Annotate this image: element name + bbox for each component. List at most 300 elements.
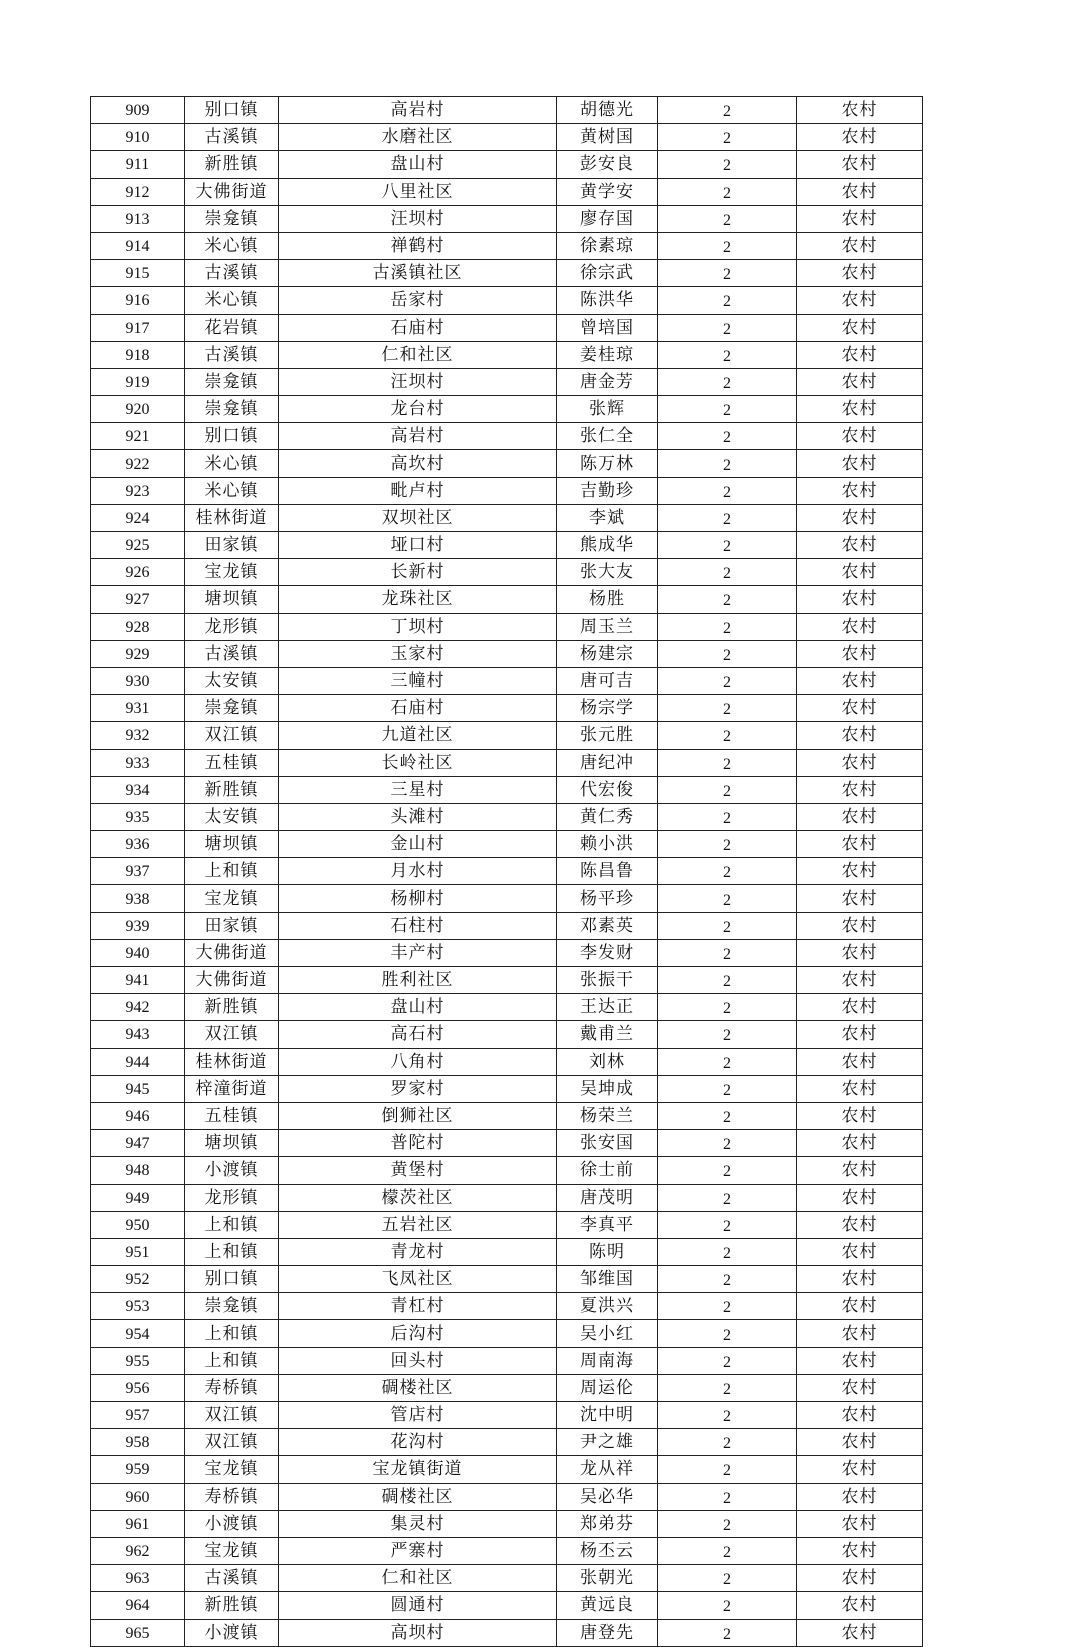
- row-number-cell: 914: [91, 232, 185, 259]
- count-cell: 2: [658, 885, 797, 912]
- area-type-cell: 农村: [797, 885, 923, 912]
- person-name-cell: 李真平: [557, 1211, 658, 1238]
- town-cell: 双江镇: [185, 1402, 279, 1429]
- count-cell: 2: [658, 232, 797, 259]
- count-cell: 2: [658, 205, 797, 232]
- count-cell: 2: [658, 1565, 797, 1592]
- count-cell: 2: [658, 450, 797, 477]
- row-number-cell: 917: [91, 314, 185, 341]
- count-cell: 2: [658, 1429, 797, 1456]
- area-type-cell: 农村: [797, 1048, 923, 1075]
- person-name-cell: 周南海: [557, 1347, 658, 1374]
- village-cell: 石庙村: [279, 695, 557, 722]
- area-type-cell: 农村: [797, 1374, 923, 1401]
- village-cell: 罗家村: [279, 1075, 557, 1102]
- person-name-cell: 徐士前: [557, 1157, 658, 1184]
- row-number-cell: 920: [91, 396, 185, 423]
- village-cell: 高坝村: [279, 1619, 557, 1646]
- town-cell: 桂林街道: [185, 504, 279, 531]
- town-cell: 新胜镇: [185, 1592, 279, 1619]
- count-cell: 2: [658, 1320, 797, 1347]
- area-type-cell: 农村: [797, 450, 923, 477]
- person-name-cell: 杨宗学: [557, 695, 658, 722]
- town-cell: 别口镇: [185, 1266, 279, 1293]
- row-number-cell: 916: [91, 287, 185, 314]
- row-number-cell: 950: [91, 1211, 185, 1238]
- count-cell: 2: [658, 831, 797, 858]
- table-row: [91, 368, 923, 395]
- count-cell: 2: [658, 1130, 797, 1157]
- table-row: [91, 532, 923, 559]
- town-cell: 古溪镇: [185, 341, 279, 368]
- town-cell: 米心镇: [185, 477, 279, 504]
- person-name-cell: 陈昌鲁: [557, 858, 658, 885]
- person-name-cell: 代宏俊: [557, 776, 658, 803]
- table-row: [91, 1565, 923, 1592]
- town-cell: 宝龙镇: [185, 885, 279, 912]
- table-row: [91, 178, 923, 205]
- count-cell: 2: [658, 858, 797, 885]
- village-cell: 金山村: [279, 831, 557, 858]
- town-cell: 寿桥镇: [185, 1374, 279, 1401]
- area-type-cell: 农村: [797, 1619, 923, 1646]
- village-cell: 檬茨社区: [279, 1184, 557, 1211]
- row-number-cell: 909: [91, 97, 185, 124]
- row-number-cell: 911: [91, 151, 185, 178]
- person-name-cell: 陈万林: [557, 450, 658, 477]
- village-cell: 玉家村: [279, 640, 557, 667]
- count-cell: 2: [658, 912, 797, 939]
- area-type-cell: 农村: [797, 912, 923, 939]
- area-type-cell: 农村: [797, 939, 923, 966]
- area-type-cell: 农村: [797, 1021, 923, 1048]
- village-cell: 管店村: [279, 1402, 557, 1429]
- town-cell: 田家镇: [185, 532, 279, 559]
- table-row: [91, 667, 923, 694]
- person-name-cell: 徐素琼: [557, 232, 658, 259]
- area-type-cell: 农村: [797, 1456, 923, 1483]
- row-number-cell: 951: [91, 1238, 185, 1265]
- person-name-cell: 黄远良: [557, 1592, 658, 1619]
- village-cell: 碉楼社区: [279, 1483, 557, 1510]
- town-cell: 小渡镇: [185, 1619, 279, 1646]
- town-cell: 太安镇: [185, 803, 279, 830]
- row-number-cell: 938: [91, 885, 185, 912]
- town-cell: 古溪镇: [185, 640, 279, 667]
- person-name-cell: 李发财: [557, 939, 658, 966]
- person-name-cell: 杨胜: [557, 586, 658, 613]
- count-cell: 2: [658, 1102, 797, 1129]
- town-cell: 梓潼街道: [185, 1075, 279, 1102]
- person-name-cell: 徐宗武: [557, 260, 658, 287]
- area-type-cell: 农村: [797, 287, 923, 314]
- area-type-cell: 农村: [797, 1130, 923, 1157]
- row-number-cell: 958: [91, 1429, 185, 1456]
- person-name-cell: 曾培国: [557, 314, 658, 341]
- person-name-cell: 杨建宗: [557, 640, 658, 667]
- village-cell: 八里社区: [279, 178, 557, 205]
- person-name-cell: 张安国: [557, 1130, 658, 1157]
- town-cell: 米心镇: [185, 287, 279, 314]
- table-body: [91, 97, 923, 1647]
- village-cell: 高岩村: [279, 97, 557, 124]
- row-number-cell: 944: [91, 1048, 185, 1075]
- row-number-cell: 922: [91, 450, 185, 477]
- town-cell: 别口镇: [185, 423, 279, 450]
- person-name-cell: 尹之雄: [557, 1429, 658, 1456]
- area-type-cell: 农村: [797, 232, 923, 259]
- count-cell: 2: [658, 97, 797, 124]
- row-number-cell: 943: [91, 1021, 185, 1048]
- table-row: [91, 260, 923, 287]
- count-cell: 2: [658, 1293, 797, 1320]
- village-cell: 汪坝村: [279, 205, 557, 232]
- table-row: [91, 124, 923, 151]
- person-name-cell: 周玉兰: [557, 613, 658, 640]
- area-type-cell: 农村: [797, 1211, 923, 1238]
- area-type-cell: 农村: [797, 260, 923, 287]
- person-name-cell: 黄仁秀: [557, 803, 658, 830]
- village-cell: 三幢村: [279, 667, 557, 694]
- person-name-cell: 唐可吉: [557, 667, 658, 694]
- person-name-cell: 唐金芳: [557, 368, 658, 395]
- area-type-cell: 农村: [797, 749, 923, 776]
- village-cell: 古溪镇社区: [279, 260, 557, 287]
- table-row: [91, 1075, 923, 1102]
- town-cell: 崇龛镇: [185, 205, 279, 232]
- person-name-cell: 戴甫兰: [557, 1021, 658, 1048]
- town-cell: 米心镇: [185, 450, 279, 477]
- person-name-cell: 胡德光: [557, 97, 658, 124]
- person-name-cell: 廖存国: [557, 205, 658, 232]
- table-row: [91, 858, 923, 885]
- town-cell: 崇龛镇: [185, 368, 279, 395]
- town-cell: 桂林街道: [185, 1048, 279, 1075]
- town-cell: 宝龙镇: [185, 1537, 279, 1564]
- table-row: [91, 586, 923, 613]
- village-cell: 双坝社区: [279, 504, 557, 531]
- town-cell: 上和镇: [185, 1320, 279, 1347]
- table-row: [91, 1238, 923, 1265]
- row-number-cell: 949: [91, 1184, 185, 1211]
- count-cell: 2: [658, 967, 797, 994]
- town-cell: 米心镇: [185, 232, 279, 259]
- table-row: [91, 1374, 923, 1401]
- table-row: [91, 1266, 923, 1293]
- area-type-cell: 农村: [797, 97, 923, 124]
- area-type-cell: 农村: [797, 477, 923, 504]
- table-row: [91, 1456, 923, 1483]
- row-number-cell: 945: [91, 1075, 185, 1102]
- village-cell: 高石村: [279, 1021, 557, 1048]
- row-number-cell: 965: [91, 1619, 185, 1646]
- row-number-cell: 948: [91, 1157, 185, 1184]
- person-name-cell: 杨丕云: [557, 1537, 658, 1564]
- person-name-cell: 王达正: [557, 994, 658, 1021]
- table-row: [91, 1592, 923, 1619]
- count-cell: 2: [658, 532, 797, 559]
- row-number-cell: 928: [91, 613, 185, 640]
- table-row: [91, 151, 923, 178]
- town-cell: 龙形镇: [185, 1184, 279, 1211]
- count-cell: 2: [658, 151, 797, 178]
- person-name-cell: 陈明: [557, 1238, 658, 1265]
- table-row: [91, 613, 923, 640]
- town-cell: 塘坝镇: [185, 586, 279, 613]
- table-row: [91, 1537, 923, 1564]
- table-row: [91, 967, 923, 994]
- town-cell: 上和镇: [185, 858, 279, 885]
- count-cell: 2: [658, 477, 797, 504]
- area-type-cell: 农村: [797, 423, 923, 450]
- row-number-cell: 934: [91, 776, 185, 803]
- village-cell: 黄堡村: [279, 1157, 557, 1184]
- person-name-cell: 杨平珍: [557, 885, 658, 912]
- count-cell: 2: [658, 1510, 797, 1537]
- area-type-cell: 农村: [797, 967, 923, 994]
- table-row: [91, 97, 923, 124]
- town-cell: 古溪镇: [185, 260, 279, 287]
- village-cell: 岳家村: [279, 287, 557, 314]
- village-cell: 花沟村: [279, 1429, 557, 1456]
- village-cell: 毗卢村: [279, 477, 557, 504]
- row-number-cell: 961: [91, 1510, 185, 1537]
- town-cell: 龙形镇: [185, 613, 279, 640]
- table-row: [91, 776, 923, 803]
- count-cell: 2: [658, 1619, 797, 1646]
- person-name-cell: 张仁全: [557, 423, 658, 450]
- village-cell: 垭口村: [279, 532, 557, 559]
- row-number-cell: 933: [91, 749, 185, 776]
- table-row: [91, 1619, 923, 1646]
- row-number-cell: 947: [91, 1130, 185, 1157]
- count-cell: 2: [658, 396, 797, 423]
- row-number-cell: 932: [91, 722, 185, 749]
- count-cell: 2: [658, 586, 797, 613]
- row-number-cell: 929: [91, 640, 185, 667]
- row-number-cell: 955: [91, 1347, 185, 1374]
- count-cell: 2: [658, 640, 797, 667]
- table-row: [91, 1021, 923, 1048]
- village-cell: 丰产村: [279, 939, 557, 966]
- village-cell: 倒狮社区: [279, 1102, 557, 1129]
- town-cell: 别口镇: [185, 97, 279, 124]
- count-cell: 2: [658, 1537, 797, 1564]
- count-cell: 2: [658, 287, 797, 314]
- village-cell: 碉楼社区: [279, 1374, 557, 1401]
- person-name-cell: 吴坤成: [557, 1075, 658, 1102]
- row-number-cell: 937: [91, 858, 185, 885]
- area-type-cell: 农村: [797, 314, 923, 341]
- village-cell: 仁和社区: [279, 341, 557, 368]
- table-row: [91, 477, 923, 504]
- table-row: [91, 232, 923, 259]
- village-cell: 长新村: [279, 559, 557, 586]
- town-cell: 宝龙镇: [185, 559, 279, 586]
- area-type-cell: 农村: [797, 1429, 923, 1456]
- area-type-cell: 农村: [797, 994, 923, 1021]
- area-type-cell: 农村: [797, 1184, 923, 1211]
- row-number-cell: 941: [91, 967, 185, 994]
- village-cell: 月水村: [279, 858, 557, 885]
- area-type-cell: 农村: [797, 1075, 923, 1102]
- row-number-cell: 930: [91, 667, 185, 694]
- area-type-cell: 农村: [797, 640, 923, 667]
- count-cell: 2: [658, 1402, 797, 1429]
- table-row: [91, 1293, 923, 1320]
- area-type-cell: 农村: [797, 1565, 923, 1592]
- table-row: [91, 1347, 923, 1374]
- area-type-cell: 农村: [797, 205, 923, 232]
- table-row: [91, 1130, 923, 1157]
- area-type-cell: 农村: [797, 1402, 923, 1429]
- count-cell: 2: [658, 1048, 797, 1075]
- person-name-cell: 刘林: [557, 1048, 658, 1075]
- town-cell: 古溪镇: [185, 1565, 279, 1592]
- village-cell: 石庙村: [279, 314, 557, 341]
- area-type-cell: 农村: [797, 1157, 923, 1184]
- village-cell: 宝龙镇街道: [279, 1456, 557, 1483]
- area-type-cell: 农村: [797, 559, 923, 586]
- town-cell: 大佛街道: [185, 939, 279, 966]
- person-name-cell: 吴小红: [557, 1320, 658, 1347]
- village-cell: 八角村: [279, 1048, 557, 1075]
- town-cell: 古溪镇: [185, 124, 279, 151]
- village-cell: 龙珠社区: [279, 586, 557, 613]
- table-row: [91, 912, 923, 939]
- person-name-cell: 唐登先: [557, 1619, 658, 1646]
- person-name-cell: 唐茂明: [557, 1184, 658, 1211]
- area-type-cell: 农村: [797, 504, 923, 531]
- row-number-cell: 935: [91, 803, 185, 830]
- count-cell: 2: [658, 939, 797, 966]
- row-number-cell: 960: [91, 1483, 185, 1510]
- area-type-cell: 农村: [797, 831, 923, 858]
- table-row: [91, 1184, 923, 1211]
- village-cell: 飞凤社区: [279, 1266, 557, 1293]
- table-row: [91, 450, 923, 477]
- town-cell: 大佛街道: [185, 967, 279, 994]
- village-cell: 后沟村: [279, 1320, 557, 1347]
- village-cell: 青杠村: [279, 1293, 557, 1320]
- person-name-cell: 李斌: [557, 504, 658, 531]
- row-number-cell: 923: [91, 477, 185, 504]
- row-number-cell: 910: [91, 124, 185, 151]
- person-name-cell: 唐纪冲: [557, 749, 658, 776]
- town-cell: 田家镇: [185, 912, 279, 939]
- table-row: [91, 1048, 923, 1075]
- village-cell: 圆通村: [279, 1592, 557, 1619]
- village-cell: 汪坝村: [279, 368, 557, 395]
- area-type-cell: 农村: [797, 695, 923, 722]
- village-cell: 九道社区: [279, 722, 557, 749]
- table-row: [91, 1157, 923, 1184]
- person-name-cell: 张元胜: [557, 722, 658, 749]
- area-type-cell: 农村: [797, 1266, 923, 1293]
- town-cell: 宝龙镇: [185, 1456, 279, 1483]
- count-cell: 2: [658, 1075, 797, 1102]
- count-cell: 2: [658, 423, 797, 450]
- area-type-cell: 农村: [797, 858, 923, 885]
- count-cell: 2: [658, 613, 797, 640]
- area-type-cell: 农村: [797, 1293, 923, 1320]
- table-row: [91, 1102, 923, 1129]
- table-row: [91, 341, 923, 368]
- village-cell: 龙台村: [279, 396, 557, 423]
- town-cell: 上和镇: [185, 1347, 279, 1374]
- area-type-cell: 农村: [797, 1592, 923, 1619]
- town-cell: 塘坝镇: [185, 1130, 279, 1157]
- town-cell: 上和镇: [185, 1211, 279, 1238]
- table-row: [91, 314, 923, 341]
- count-cell: 2: [658, 803, 797, 830]
- person-name-cell: 黄树国: [557, 124, 658, 151]
- area-type-cell: 农村: [797, 532, 923, 559]
- area-type-cell: 农村: [797, 776, 923, 803]
- village-cell: 水磨社区: [279, 124, 557, 151]
- area-type-cell: 农村: [797, 124, 923, 151]
- person-name-cell: 黄学安: [557, 178, 658, 205]
- person-name-cell: 吴必华: [557, 1483, 658, 1510]
- table-row: [91, 722, 923, 749]
- village-cell: 回头村: [279, 1347, 557, 1374]
- table-row: [91, 1320, 923, 1347]
- village-cell: 严寨村: [279, 1537, 557, 1564]
- count-cell: 2: [658, 722, 797, 749]
- town-cell: 双江镇: [185, 1429, 279, 1456]
- row-number-cell: 956: [91, 1374, 185, 1401]
- town-cell: 大佛街道: [185, 178, 279, 205]
- town-cell: 塘坝镇: [185, 831, 279, 858]
- count-cell: 2: [658, 776, 797, 803]
- village-cell: 普陀村: [279, 1130, 557, 1157]
- count-cell: 2: [658, 1238, 797, 1265]
- row-number-cell: 936: [91, 831, 185, 858]
- table-row: [91, 287, 923, 314]
- count-cell: 2: [658, 1483, 797, 1510]
- table-row: [91, 994, 923, 1021]
- table-row: [91, 423, 923, 450]
- village-cell: 石柱村: [279, 912, 557, 939]
- town-cell: 崇龛镇: [185, 396, 279, 423]
- town-cell: 上和镇: [185, 1238, 279, 1265]
- village-cell: 高坎村: [279, 450, 557, 477]
- row-number-cell: 939: [91, 912, 185, 939]
- row-number-cell: 953: [91, 1293, 185, 1320]
- count-cell: 2: [658, 1374, 797, 1401]
- person-name-cell: 张振干: [557, 967, 658, 994]
- person-name-cell: 邓素英: [557, 912, 658, 939]
- area-type-cell: 农村: [797, 341, 923, 368]
- person-name-cell: 沈中明: [557, 1402, 658, 1429]
- table-row: [91, 640, 923, 667]
- row-number-cell: 927: [91, 586, 185, 613]
- area-type-cell: 农村: [797, 396, 923, 423]
- table-row: [91, 695, 923, 722]
- row-number-cell: 954: [91, 1320, 185, 1347]
- village-cell: 盘山村: [279, 994, 557, 1021]
- village-cell: 胜利社区: [279, 967, 557, 994]
- data-table: [90, 96, 923, 1647]
- table-row: [91, 803, 923, 830]
- person-name-cell: 张朝光: [557, 1565, 658, 1592]
- area-type-cell: 农村: [797, 1238, 923, 1265]
- count-cell: 2: [658, 667, 797, 694]
- row-number-cell: 940: [91, 939, 185, 966]
- area-type-cell: 农村: [797, 1102, 923, 1129]
- table-row: [91, 749, 923, 776]
- table-row: [91, 1510, 923, 1537]
